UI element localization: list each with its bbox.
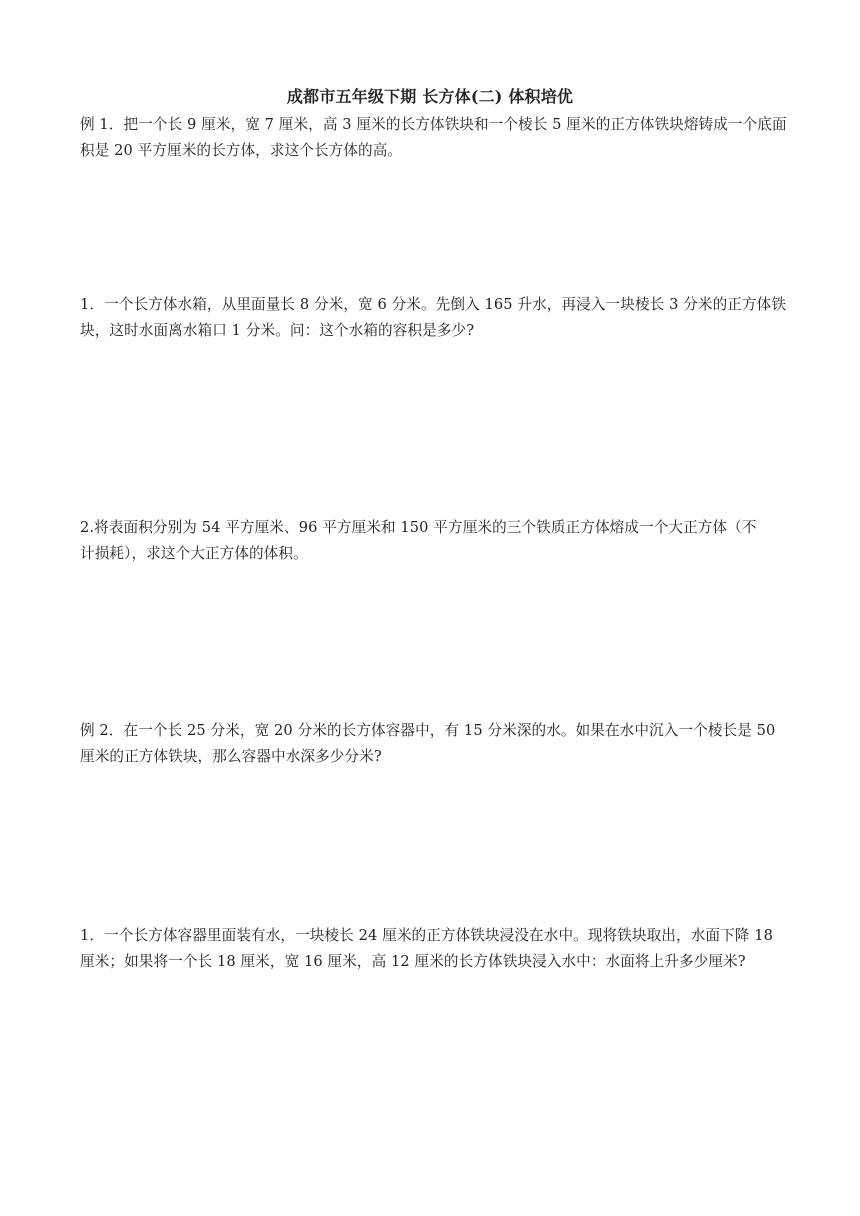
problem-text-line: 1．一个长方体容器里面装有水，一块棱长 24 厘米的正方体铁块浸没在水中。现将铁块取出，水面下降 18 (80, 927, 773, 944)
problem-text-line: 积是 20 平方厘米的长方体，求这个长方体的高。 (80, 142, 403, 159)
answer-space (80, 344, 780, 515)
problem-text-line: 块，这时水面离水箱口 1 分米。问：这个水箱的容积是多少? (80, 322, 475, 339)
problem-text-line: 厘米的正方体铁块，那么容器中水深多少分米? (80, 748, 382, 765)
problem-text-line: 厘米；如果将一个长 18 厘米，宽 16 厘米，高 12 厘米的长方体铁块浸入水中：水面将上升多少厘米? (80, 953, 746, 970)
answer-space (80, 975, 780, 1175)
answer-space (80, 770, 780, 923)
practice-problem-1 (80, 292, 787, 344)
practice-problem-3 (80, 923, 780, 975)
page-title: 成都市五年级下期 长方体(二) 体积培优 (286, 87, 574, 106)
example-problem-2 (80, 718, 780, 770)
problem-text-line: 例 2．在一个长 25 分米，宽 20 分米的长方体容器中，有 15 分米深的水。如果在水中沉入一个棱长是 50 (80, 722, 776, 739)
problem-text-line: 1．一个长方体水箱，从里面量长 8 分米，宽 6 分米。先倒入 165 升水，再浸入一块棱长 3 分米的正方体铁 (80, 296, 787, 313)
problem-text-line: 例 1．把一个长 9 厘米，宽 7 厘米，高 3 厘米的长方体铁块和一个棱长 5 厘米的正方体铁块熔铸成一个底面 (80, 116, 787, 133)
problem-text-line: 2.将表面积分别为 54 平方厘米、96 平方厘米和 150 平方厘米的三个铁质正方体熔成一个大正方体（不 (80, 519, 757, 536)
answer-space (80, 567, 780, 718)
practice-problem-2 (80, 515, 780, 567)
example-problem-1 (80, 112, 787, 164)
answer-space (80, 164, 780, 292)
problem-text-line: 计损耗），求这个大正方体的体积。 (80, 545, 308, 562)
